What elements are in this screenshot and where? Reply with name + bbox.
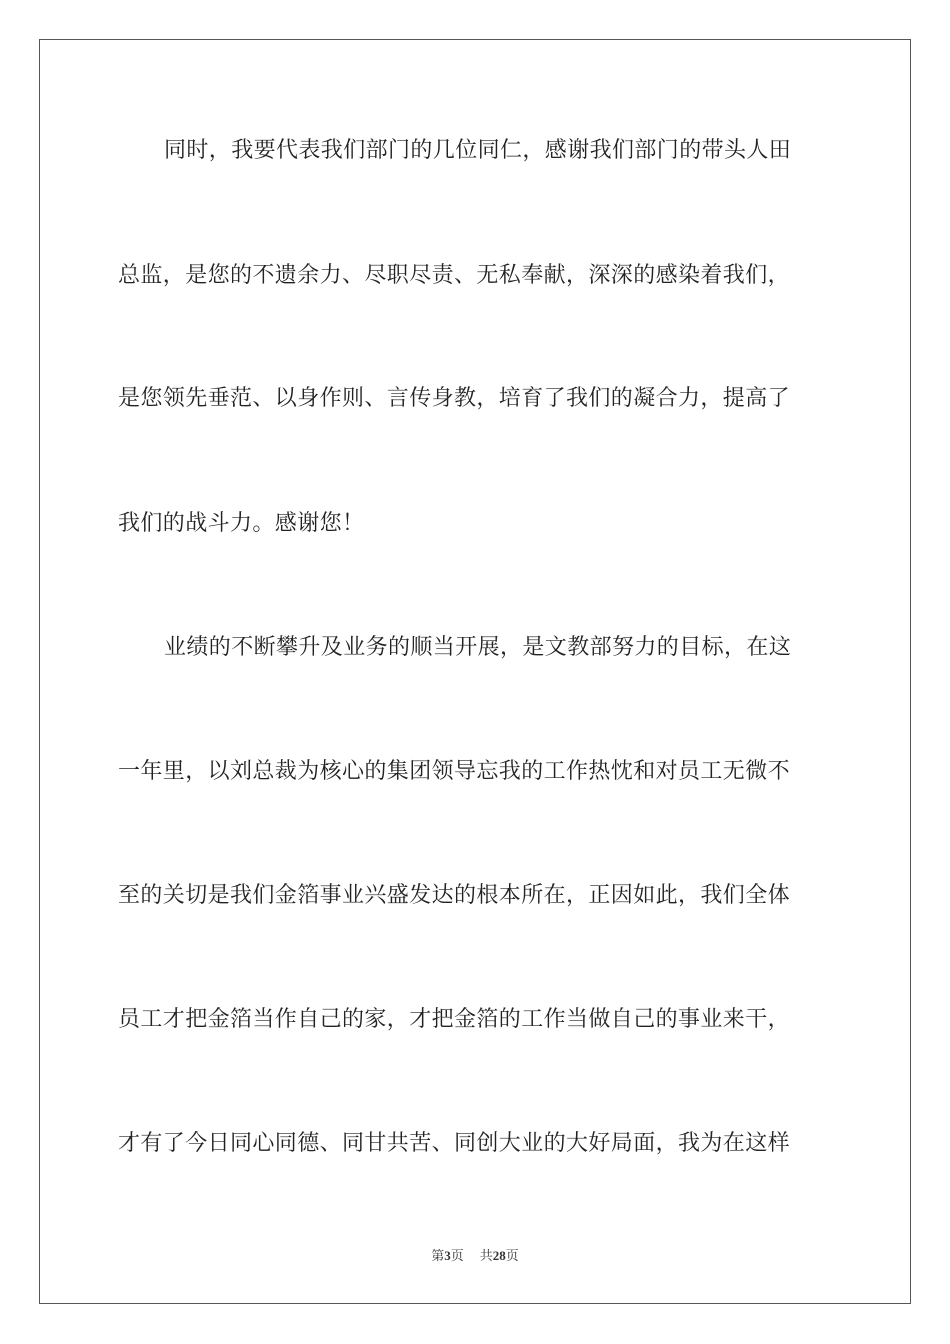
paragraph-line: 至的关切是我们金箔事业兴盛发达的根本所在，正因如此，我们全体 — [118, 883, 791, 908]
paragraph-line: 是您领先垂范、以身作则、言传身教，培育了我们的凝合力，提高了 — [118, 386, 791, 411]
paragraph-line: 总监，是您的不遗余力、尽职尽责、无私奉献，深深的感染着我们， — [118, 263, 791, 288]
page-suffix: 页 — [450, 1248, 464, 1263]
total-suffix: 页 — [505, 1248, 519, 1263]
page-prefix: 第 — [431, 1248, 445, 1263]
total-page-count: 28 — [492, 1248, 506, 1263]
page-border — [39, 39, 911, 1304]
total-prefix: 共 — [479, 1248, 493, 1263]
paragraph-line: 一年里，以刘总裁为核心的集团领导忘我的工作热忱和对员工无微不 — [118, 759, 791, 784]
paragraph-line: 员工才把金箔当作自己的家，才把金箔的工作当做自己的事业来干， — [118, 1007, 791, 1032]
page-footer — [0, 1247, 950, 1265]
paragraph-line: 才有了今日同心同德、同甘共苦、同创大业的大好局面，我为在这样 — [118, 1131, 791, 1156]
paragraph-line: 同时，我要代表我们部门的几位同仁，感谢我们部门的带头人田 — [164, 138, 792, 163]
paragraph-line: 业绩的不断攀升及业务的顺当开展，是文教部努力的目标，在这 — [164, 635, 792, 660]
current-page-number: 3 — [444, 1248, 451, 1263]
paragraph-line: 我们的战斗力。感谢您！ — [118, 511, 365, 536]
